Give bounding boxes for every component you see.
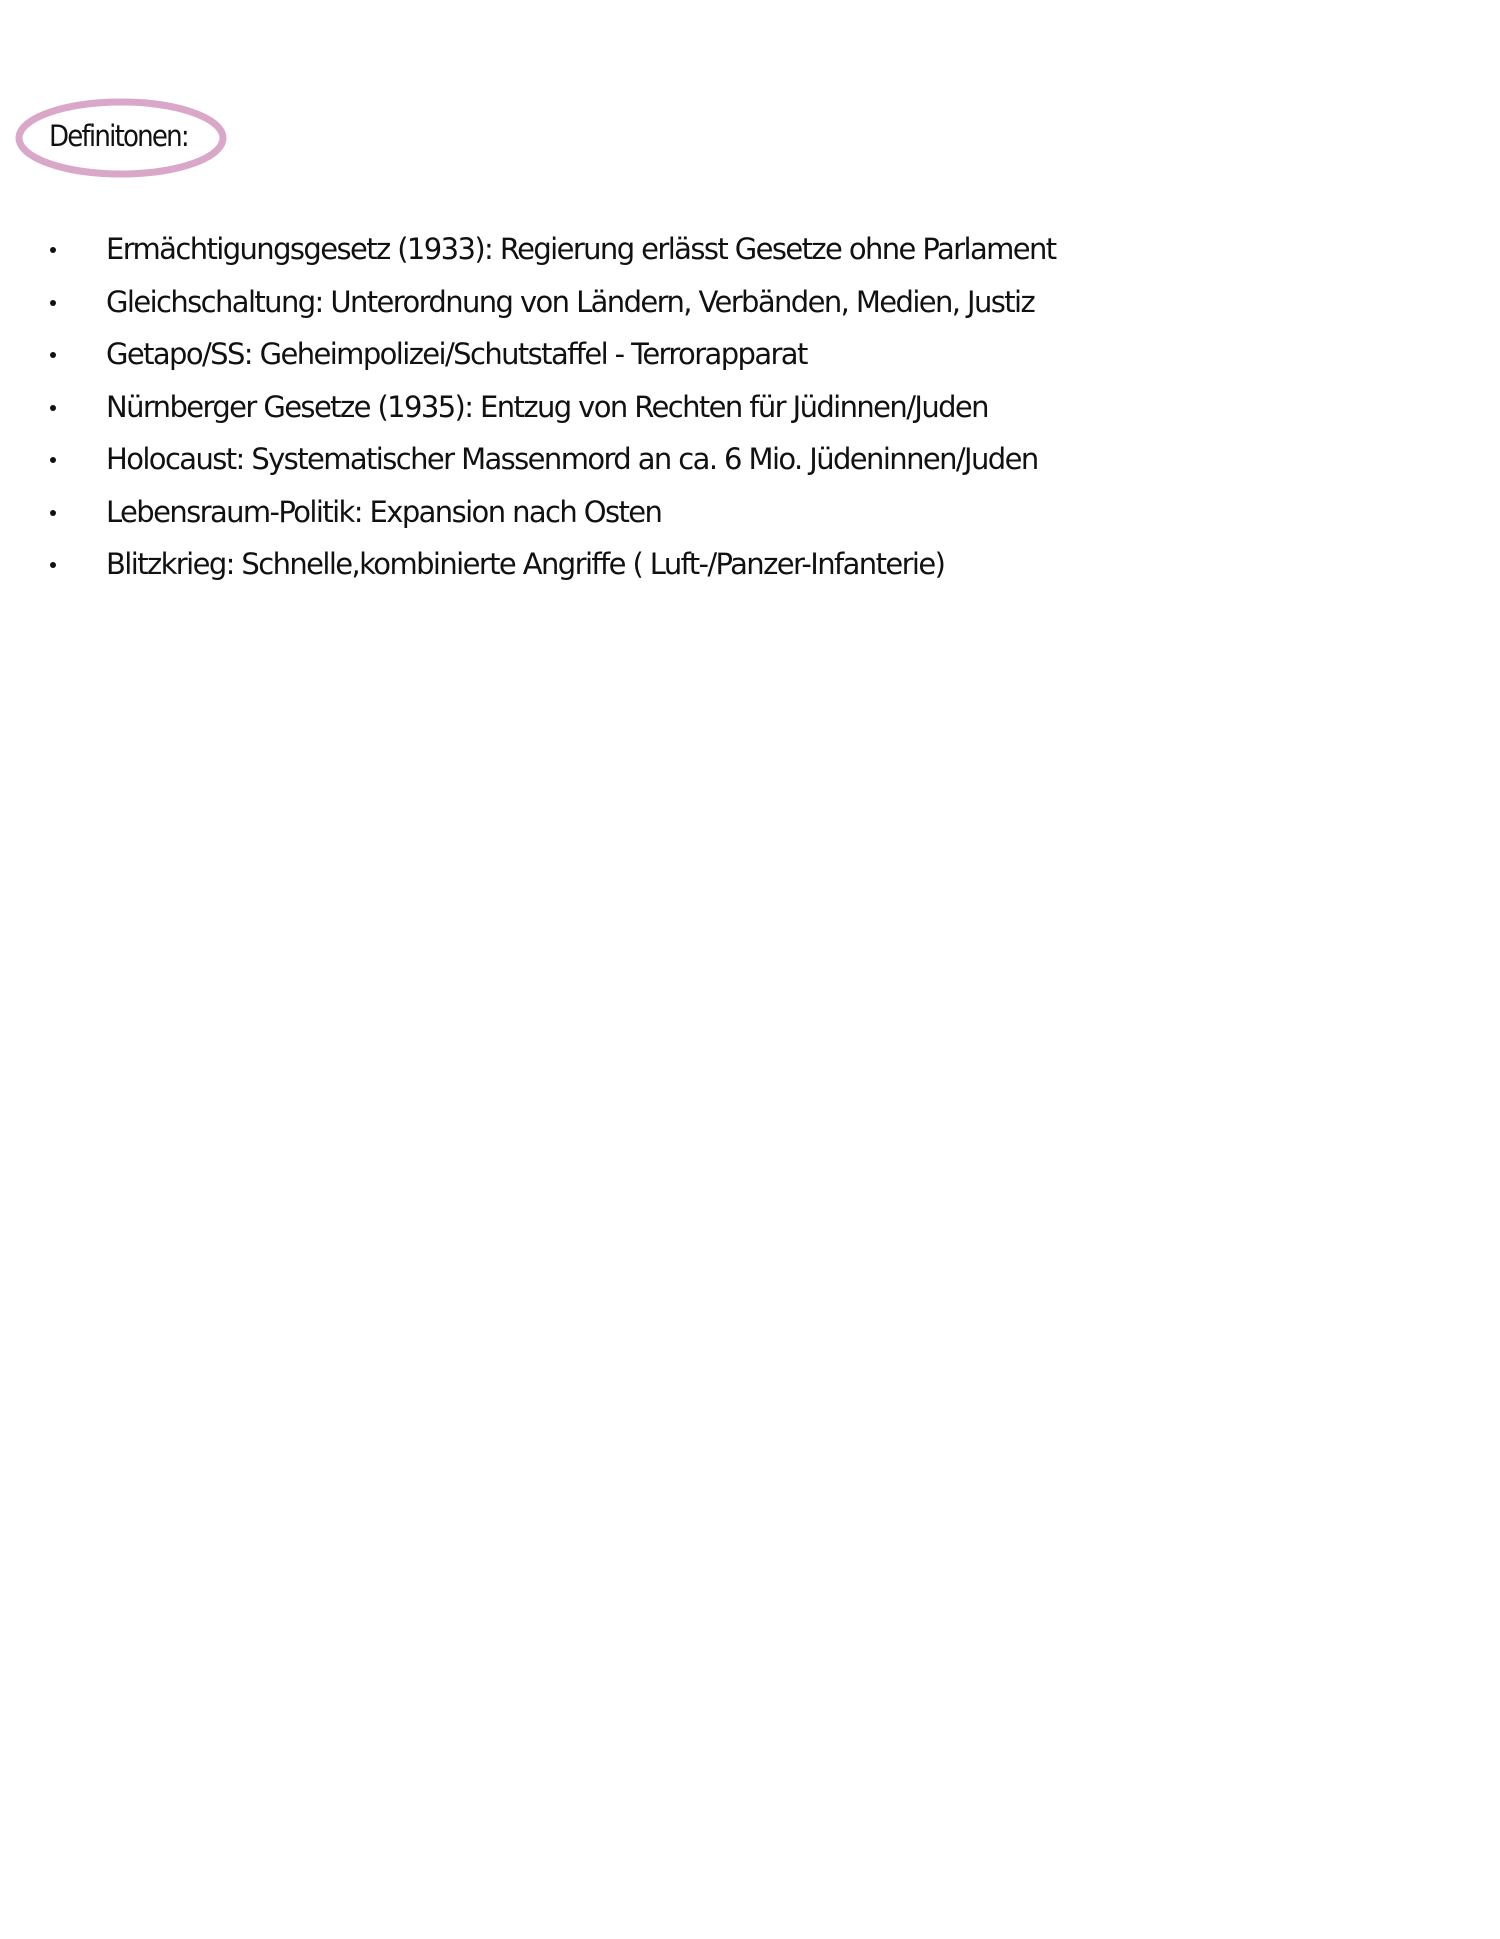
- bullet-icon: [50, 352, 56, 358]
- definition-text: Holocaust: Systematischer Massenmord an ca. 6 Mio. Jüdeninnen/Juden: [106, 442, 1038, 476]
- heading-label: Definitonen:: [49, 119, 188, 153]
- definition-text: Nürnberger Gesetze (1935): Entzug von Rechten für Jüdinnen/Juden: [106, 389, 988, 424]
- bullet-icon: [50, 562, 56, 568]
- definition-text: Gleichschaltung: Unterordnung von Ländern, Verbänden, Medien, Justiz: [106, 284, 1035, 319]
- bullet-icon: [50, 247, 56, 253]
- definition-text: Ermächtigungsgesetz (1933): Regierung erlässt Gesetze ohne Parlament: [106, 232, 1056, 266]
- definition-text: Getapo/SS: Geheimpolizei/Schutstaffel - Terrorapparat: [106, 337, 807, 371]
- definition-text: Lebensraum-Politik: Expansion nach Osten: [106, 494, 662, 529]
- bullet-icon: [50, 510, 56, 516]
- bullet-icon: [50, 300, 56, 306]
- bullet-icon: [50, 457, 56, 463]
- definition-text: Blitzkrieg: Schnelle,kombinierte Angriffe ( Luft-/Panzer-Infanterie): [106, 547, 945, 581]
- bullet-icon: [50, 405, 56, 411]
- definitions-heading: [14, 96, 228, 180]
